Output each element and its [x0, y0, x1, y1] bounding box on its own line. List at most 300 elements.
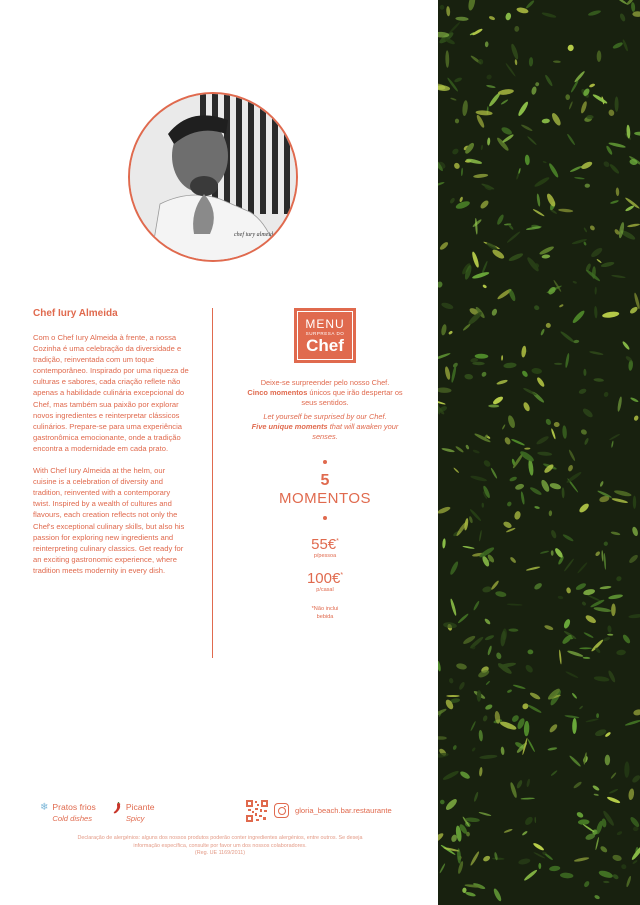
leaf-shape — [534, 817, 536, 823]
leaf-shape — [450, 598, 458, 616]
leaf-shape — [610, 199, 619, 204]
leaf-shape — [551, 428, 557, 439]
leaf-shape — [457, 613, 469, 624]
leaf-shape — [575, 582, 587, 591]
leaf-shape — [548, 723, 558, 734]
leaf-shape — [630, 845, 640, 861]
leaf-shape — [438, 352, 451, 361]
leaf-shape — [438, 832, 445, 844]
leaf-shape — [472, 362, 484, 366]
leaf-shape — [545, 322, 552, 329]
leaf-shape — [592, 93, 608, 105]
leaf-shape — [599, 585, 611, 589]
leaf-shape — [455, 119, 459, 124]
leaf-shape — [521, 702, 529, 710]
foliage-background-image — [438, 0, 640, 905]
leaf-shape — [602, 160, 610, 168]
leaf-shape — [622, 341, 631, 351]
leaf-shape — [569, 165, 582, 173]
leaf-shape — [568, 101, 573, 110]
leaf-shape — [471, 747, 476, 752]
intro-pt-rest: únicos que irão despertar os seus sentidos. — [301, 388, 403, 408]
leaf-shape — [550, 529, 557, 539]
leaf-shape — [513, 684, 526, 690]
legend-label-pt: Picante — [125, 802, 155, 812]
leaf-shape — [633, 496, 636, 509]
leaf-shape — [619, 13, 626, 22]
leaf-shape — [451, 147, 460, 155]
leaf-shape — [566, 133, 575, 145]
disclaimer-line-2: informação específica, consulte por favor um dos nossos colaboradores. — [133, 842, 307, 849]
leaf-shape — [610, 531, 620, 536]
leaf-shape — [599, 845, 608, 853]
leaf-shape — [574, 177, 585, 180]
leaf-shape — [618, 222, 625, 239]
leaf-shape — [506, 527, 516, 533]
leaf-shape — [475, 110, 492, 116]
leaf-shape — [582, 824, 594, 833]
leaf-shape — [612, 41, 624, 50]
logo-menu-text: MENU — [305, 316, 345, 331]
leaf-shape — [467, 0, 476, 11]
leaf-shape — [609, 163, 620, 175]
leaf-shape — [470, 721, 476, 732]
leaf-shape — [481, 371, 488, 378]
leaf-shape — [513, 510, 521, 520]
leaf-shape — [612, 873, 619, 880]
intro-pt — [240, 378, 410, 409]
leaf-shape — [526, 778, 531, 787]
leaf-shape — [573, 781, 583, 789]
leaf-shape — [439, 799, 445, 805]
leaf-shape — [589, 224, 596, 231]
price-unit: p/pessoa — [313, 553, 337, 560]
leaf-shape — [455, 200, 471, 211]
leaf-shape — [449, 561, 460, 576]
leaf-shape — [457, 861, 464, 875]
price-amount: 55€ — [311, 536, 337, 554]
leaf-shape — [459, 770, 471, 780]
leaf-shape — [533, 582, 543, 591]
price-unit: p/casal — [316, 587, 334, 594]
leaf-shape — [438, 181, 445, 187]
leaf-shape — [461, 168, 463, 177]
legend-label-en: Cold dishes — [52, 814, 93, 823]
leaf-shape — [480, 145, 483, 150]
leaf-shape — [560, 330, 576, 343]
menu-surpresa-logo — [294, 308, 356, 363]
leaf-shape — [529, 57, 534, 67]
leaf-shape — [486, 84, 496, 88]
leaf-shape — [616, 0, 627, 5]
chef-name-heading: Chef Iury Almeida — [33, 308, 118, 319]
leaf-shape — [484, 704, 493, 711]
leaf-shape — [482, 503, 485, 508]
leaf-shape — [438, 660, 441, 671]
note-line-2: bebida — [316, 614, 334, 621]
leaf-shape — [578, 388, 587, 395]
leaf-shape — [527, 704, 542, 714]
leaf-shape — [445, 50, 449, 67]
leaf-shape — [479, 754, 497, 759]
leaf-shape — [523, 387, 538, 396]
leaf-shape — [545, 418, 552, 426]
qr-code[interactable] — [246, 800, 268, 822]
snowflake-icon: ❄ — [40, 802, 49, 813]
leaf-shape — [510, 43, 520, 60]
leaf-shape — [532, 842, 544, 852]
leaf-shape — [626, 875, 632, 887]
leaf-shape — [482, 855, 491, 863]
leaf-shape — [541, 254, 550, 259]
leaf-shape — [547, 286, 557, 296]
leaf-shape — [628, 788, 635, 800]
leaf-shape — [549, 865, 561, 871]
leaf-shape — [462, 323, 471, 331]
leaf-shape — [630, 397, 639, 403]
leaf-shape — [563, 618, 572, 629]
leaf-shape — [486, 241, 499, 251]
leaf-shape — [475, 354, 489, 359]
leaf-shape — [594, 676, 610, 683]
intro-en-lead: Let yourself be surprised by our Chef. — [263, 411, 387, 421]
leaf-shape — [442, 538, 446, 548]
leaf-shape — [505, 63, 516, 77]
leaf-shape — [526, 566, 541, 571]
leaf-shape — [565, 671, 579, 679]
leaf-shape — [473, 173, 488, 178]
leaf-shape — [514, 59, 517, 65]
leaf-shape — [537, 451, 552, 456]
leaf-shape — [464, 373, 473, 379]
leaf-shape — [521, 797, 535, 799]
leaf-shape — [596, 259, 602, 264]
leaf-shape — [472, 271, 490, 280]
leaf-shape — [507, 689, 513, 693]
moments-label: MOMENTOS — [278, 490, 372, 508]
leaf-shape — [444, 366, 451, 380]
leaf-shape — [579, 705, 584, 709]
leaf-shape — [503, 362, 517, 369]
leaf-shape — [583, 227, 587, 233]
leaf-shape — [491, 248, 506, 260]
leaf-shape — [580, 428, 588, 435]
leaf-shape — [536, 193, 541, 206]
leaf-shape — [565, 353, 570, 368]
leaf-shape — [450, 97, 457, 101]
leaf-shape — [542, 118, 551, 123]
leaf-shape — [590, 246, 604, 258]
leaf-shape — [506, 231, 521, 244]
leaf-shape — [479, 530, 483, 542]
leaf-shape — [440, 324, 447, 336]
leaf-shape — [562, 533, 574, 542]
chef-portrait — [128, 92, 298, 262]
leaf-shape — [608, 109, 615, 117]
allergen-disclaimer — [30, 835, 410, 858]
leaf-shape — [547, 747, 557, 751]
leaf-shape — [633, 292, 640, 309]
leaf-shape — [524, 447, 530, 449]
leaf-shape — [540, 550, 550, 554]
leaf-shape — [501, 355, 503, 361]
leaf-shape — [622, 39, 629, 52]
leaf-shape — [548, 162, 560, 178]
leaf-shape — [475, 218, 478, 235]
leaf-shape — [595, 837, 600, 850]
leaf-shape — [527, 136, 537, 146]
leaf-shape — [438, 85, 450, 92]
leaf-shape — [592, 784, 600, 791]
leaf-shape — [597, 50, 602, 62]
leaf-shape — [583, 588, 596, 596]
leaf-shape — [565, 471, 582, 484]
leaf-shape — [607, 625, 612, 633]
leaf-shape — [438, 387, 452, 393]
bullet-dot — [323, 516, 327, 520]
leaf-shape — [478, 811, 491, 816]
menu-summary — [240, 308, 410, 621]
leaf-shape — [549, 510, 553, 516]
leaf-shape — [538, 863, 541, 869]
leaf-shape — [529, 486, 542, 496]
leaf-shape — [439, 863, 446, 874]
leaf-shape — [609, 433, 621, 441]
leaf-shape — [615, 575, 622, 582]
leaf-shape — [504, 828, 513, 833]
leaf-shape — [448, 21, 461, 34]
leaf-shape — [465, 444, 470, 450]
intro-pt-lead: Deixe-se surpreender pelo nosso Chef. — [260, 378, 390, 387]
leaf-shape — [502, 133, 515, 143]
leaf-shape — [524, 721, 530, 737]
leaf-shape — [473, 791, 479, 802]
leaf-shape — [571, 692, 577, 699]
note-line-1: *Não inclui — [311, 606, 339, 613]
leaf-shape — [588, 9, 602, 16]
leaf-shape — [566, 587, 572, 594]
leaf-shape — [560, 872, 574, 879]
leaf-shape — [629, 158, 638, 165]
leaf-shape — [572, 718, 577, 734]
leaf-shape — [584, 437, 590, 445]
leaf-shape — [616, 187, 620, 196]
leaf-shape — [488, 15, 495, 21]
leaf-shape — [534, 506, 540, 510]
leaf-shape — [518, 858, 531, 866]
leaf-shape — [628, 554, 639, 565]
legend-label-en: Spicy — [125, 814, 145, 823]
disclaimer-line-1: Declaração de alergénios: alguns dos nossos produtos poderão conter ingredientes alergénios, entre outros. Se deseja — [77, 835, 363, 841]
leaf-shape — [596, 713, 599, 718]
leaf-shape — [567, 650, 584, 658]
leaf-shape — [608, 594, 623, 601]
leaf-shape — [525, 0, 535, 9]
leaf-shape — [443, 622, 457, 629]
leaf-shape — [471, 251, 480, 268]
leaf-shape — [438, 505, 451, 514]
leaf-shape — [543, 161, 547, 164]
leaf-shape — [568, 449, 576, 461]
leaf-shape — [478, 730, 483, 742]
price-asterisk: * — [340, 572, 344, 580]
leaf-shape — [449, 197, 456, 204]
leaf-shape — [593, 606, 611, 613]
leaf-shape — [455, 16, 468, 21]
leaf-shape — [614, 489, 632, 497]
leaf-shape — [564, 715, 579, 719]
leaf-shape — [453, 162, 461, 170]
leaf-shape — [459, 196, 464, 202]
leaf-shape — [492, 857, 504, 860]
leaf-shape — [492, 395, 504, 405]
leaf-shape — [521, 124, 534, 132]
leaf-shape — [580, 160, 593, 170]
leaf-shape — [578, 502, 590, 514]
leaf-shape — [506, 501, 512, 507]
leaf-shape — [544, 624, 554, 631]
disclaimer-line-3: (Reg. UE 1169/2011) — [194, 850, 246, 857]
leaf-shape — [466, 158, 483, 165]
leaf-shape — [553, 60, 561, 63]
leaf-shape — [439, 241, 450, 251]
intro-en-rest: that will awaken your senses. — [312, 421, 399, 442]
leaf-shape — [514, 483, 524, 491]
leaf-shape — [535, 82, 540, 87]
leaf-shape — [533, 176, 550, 188]
leaf-shape — [468, 516, 473, 524]
leaf-shape — [610, 772, 617, 779]
leaf-shape — [594, 894, 601, 900]
leaf-shape — [562, 487, 565, 498]
leaf-shape — [593, 378, 604, 382]
leaf-shape — [594, 306, 598, 319]
leaf-shape — [615, 97, 619, 112]
leaf-shape — [528, 459, 535, 476]
leaf-shape — [595, 551, 601, 557]
leaf-shape — [524, 815, 535, 826]
instagram-icon[interactable] — [274, 803, 289, 818]
leaf-shape — [576, 811, 584, 819]
leaf-shape — [608, 142, 626, 149]
leaf-shape — [625, 205, 635, 212]
leaf-shape — [509, 782, 518, 799]
leaf-shape — [496, 214, 505, 226]
leaf-shape — [524, 664, 534, 674]
leaf-shape — [441, 302, 454, 311]
leaf-shape — [532, 208, 545, 217]
leaf-shape — [540, 479, 551, 493]
leaf-shape — [622, 633, 632, 644]
bullet-dot — [323, 460, 327, 464]
leaf-shape — [478, 59, 484, 65]
leaf-shape — [578, 819, 590, 825]
leaf-shape — [479, 767, 483, 777]
leaf-shape — [472, 28, 484, 36]
price-asterisk: * — [336, 538, 339, 546]
leaf-shape — [558, 208, 573, 212]
leaf-shape — [601, 550, 604, 562]
leaf-shape — [580, 101, 588, 114]
leaf-shape — [633, 415, 639, 422]
leaf-shape — [495, 590, 507, 597]
leaf-shape — [632, 859, 638, 864]
leaf-shape — [569, 755, 582, 768]
leaf-shape — [520, 491, 525, 505]
leaf-shape — [482, 586, 492, 594]
leaf-shape — [616, 649, 626, 655]
leaf-shape — [523, 869, 538, 882]
leaf-shape — [611, 497, 628, 504]
leaf-shape — [527, 649, 533, 654]
leaf-shape — [563, 558, 574, 572]
leaf-shape — [571, 309, 586, 324]
svg-text:chef iury almeida: chef iury almeida — [234, 232, 276, 238]
leaf-shape — [482, 715, 488, 722]
legend-cold-dishes — [40, 802, 96, 824]
leaf-shape — [539, 245, 555, 256]
column-divider — [212, 308, 213, 658]
moments-count: 5 — [320, 472, 330, 490]
leaf-shape — [491, 308, 498, 317]
leaf-shape — [448, 330, 453, 335]
leaf-shape — [583, 632, 594, 639]
leaf-shape — [565, 94, 570, 100]
leaf-shape — [441, 447, 455, 453]
leaf-shape — [606, 796, 620, 805]
bio-paragraph-en: With Chef Iury Almeida at the helm, our cuisine is a celebration of diversity and tradition, reinvented with a contemporary twist. Inspired by a wealth of cultures and flavours, each creation reflects not only the Chef's exceptional culinary skills, but also his passion for exploring new ingredients and reinterpreting culinary classics. Get ready for an exciting gastronomic experience, where tradition meets modernity in every dish. — [33, 466, 185, 575]
leaf-shape — [581, 601, 587, 606]
leaf-shape — [478, 546, 495, 559]
leaf-shape — [438, 736, 447, 740]
leaf-shape — [487, 645, 493, 655]
leaf-shape — [485, 41, 489, 47]
leaf-shape — [455, 445, 464, 453]
dish-legend — [40, 802, 155, 824]
leaf-shape — [585, 184, 590, 188]
leaf-shape — [631, 526, 639, 537]
leaf-shape — [488, 404, 499, 407]
leaf-shape — [579, 647, 592, 649]
leaf-shape — [495, 652, 502, 660]
leaf-shape — [502, 424, 506, 430]
instagram-handle[interactable]: gloria_beach.bar.restaurante — [295, 806, 392, 815]
leaf-shape — [589, 351, 604, 356]
leaf-shape — [631, 774, 640, 784]
leaf-shape — [507, 415, 517, 429]
leaf-shape — [508, 252, 524, 263]
leaf-shape — [624, 761, 629, 777]
leaf-shape — [502, 520, 512, 529]
leaf-shape — [584, 614, 597, 625]
leaf-shape — [473, 600, 481, 611]
leaf-shape — [490, 580, 500, 591]
leaf-shape — [631, 2, 636, 12]
leaf-shape — [500, 746, 504, 755]
leaf-shape — [438, 752, 449, 758]
leaf-shape — [586, 115, 593, 119]
leaf-shape — [500, 99, 508, 105]
leaf-shape — [536, 376, 546, 388]
leaf-shape — [531, 368, 542, 375]
leaf-shape — [607, 634, 613, 636]
chili-pepper-icon — [112, 802, 122, 817]
leaf-shape — [603, 391, 609, 398]
leaf-shape — [438, 281, 443, 289]
chef-bio — [33, 308, 189, 587]
logo-subtitle-text: SURPRESA DO — [305, 330, 345, 336]
leaf-shape — [458, 681, 466, 690]
